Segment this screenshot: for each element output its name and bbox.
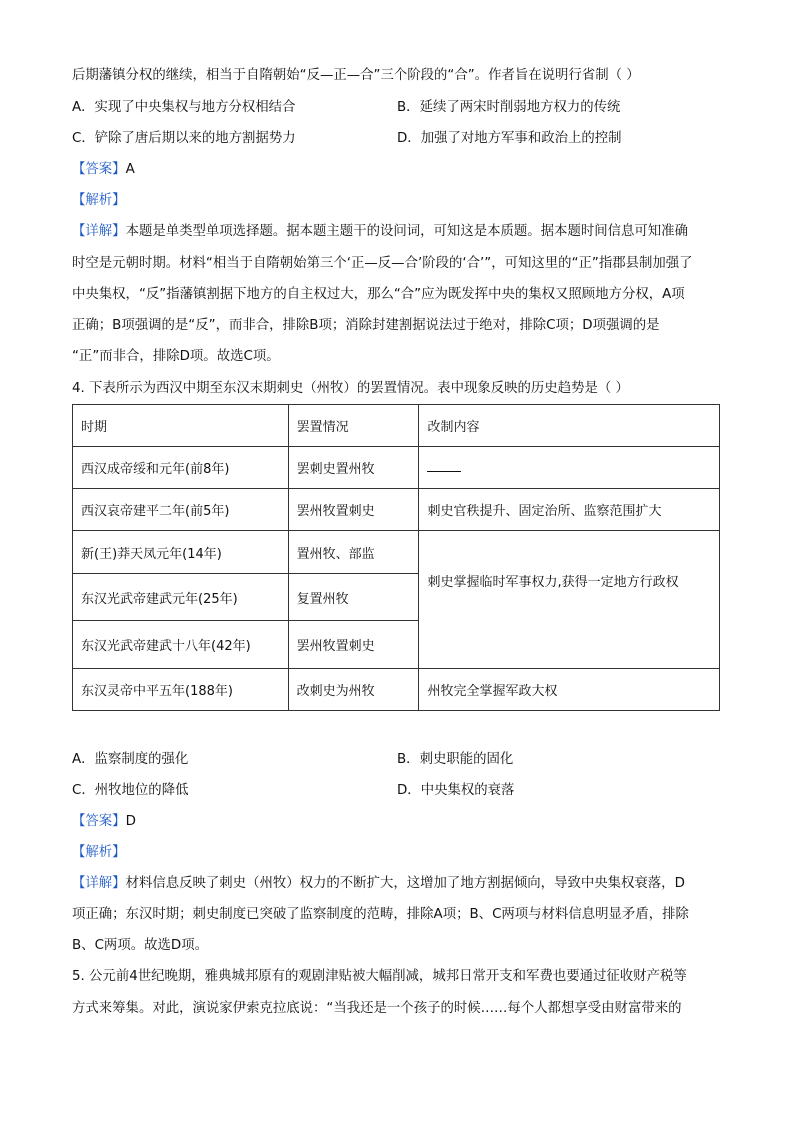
table-cell-status: 罢州牧置刺史 bbox=[288, 489, 419, 531]
table-cell-content: 州牧完全掌握军政大权 bbox=[419, 669, 720, 711]
table-cell-period: 新(王)莽天凤元年(14年) bbox=[73, 531, 289, 574]
q3-option-a: A．实现了中央集权与地方分权相结合 bbox=[72, 100, 296, 115]
table-cell-period: 东汉灵帝中平五年(188年) bbox=[73, 669, 289, 711]
q3-option-c: C．铲除了唐后期以来的地方割据势力 bbox=[72, 131, 296, 146]
q4-table bbox=[72, 404, 720, 711]
table-cell-period: 东汉光武帝建武十八年(42年) bbox=[73, 621, 289, 669]
table-header-cell: 罢置情况 bbox=[288, 405, 419, 447]
q4-detail-line-3: B、C两项。故选D项。 bbox=[72, 938, 208, 953]
q3-detail-line-2: 时空是元朝时期。材料“相当于自隋朝始第三个‘正—反—合’阶段的‘合’”，可知这里的“正”指郡县制加强了 bbox=[72, 256, 693, 271]
q4-analysis-tag bbox=[72, 843, 722, 863]
answer-value: A bbox=[125, 162, 135, 177]
q4-stem: 4. 下表所示为西汉中期至东汉末期刺史（州牧）的罢置情况。表中现象反映的历史趋势是（ ） bbox=[72, 381, 629, 396]
table-cell-content-merged: 刺史掌握临时军事权力,获得一定地方行政权 bbox=[419, 531, 720, 669]
q4-detail-line-2: 项正确；东汉时期；刺史制度已突破了监察制度的范畴，排除A项；B、C两项与材料信息明显矛盾，排除 bbox=[72, 907, 689, 922]
q3-detail-line-5: “正”而非合，排除D项。故选C项。 bbox=[72, 349, 280, 364]
table-cell-status: 罢刺史置州牧 bbox=[288, 447, 419, 489]
table-cell-period: 东汉光武帝建武元年(25年) bbox=[73, 574, 289, 621]
table-row bbox=[73, 489, 720, 531]
q4-detail-line-1 bbox=[72, 874, 722, 894]
q5-stem-line-1: 5. 公元前4世纪晚期，雅典城邦原有的观剧津贴被大幅削减，城邦日常开支和军费也要通过征收财产税等 bbox=[72, 969, 687, 984]
q3-stem-tail: 后期藩镇分权的继续，相当于自隋朝始“反—正—合”三个阶段的“合”。作者旨在说明行省制（ ） bbox=[72, 68, 640, 83]
table-header-row bbox=[73, 405, 720, 447]
detail-tag: 【详解】 bbox=[72, 224, 126, 239]
answer-tag: 【答案】 bbox=[72, 814, 126, 829]
q4-option-b: B．刺史职能的固化 bbox=[397, 752, 514, 767]
q3-detail-line-4: 正确；B项强调的是“反”，而非合，排除B项；消除封建割据说法过于绝对，排除C项；D项强调的是 bbox=[72, 318, 660, 333]
table-cell-period: 西汉哀帝建平二年(前5年) bbox=[73, 489, 289, 531]
detail-text: 材料信息反映了刺史（州牧）权力的不断扩大，这增加了地方割据倾向，导致中央集权衰落，D bbox=[125, 876, 685, 891]
detail-text: 本题是单类型单项选择题。据本题主题干的设问词，可知这是本质题。据本题时间信息可知准确 bbox=[125, 224, 688, 239]
table-row bbox=[73, 669, 720, 711]
table-header-cell: 改制内容 bbox=[419, 405, 720, 447]
q3-answer bbox=[72, 160, 722, 180]
q4-answer bbox=[72, 812, 722, 832]
q4-option-a: A．监察制度的强化 bbox=[72, 752, 189, 767]
table-cell-status: 复置州牧 bbox=[288, 574, 419, 621]
answer-tag: 【答案】 bbox=[72, 162, 126, 177]
q3-analysis-tag bbox=[72, 191, 722, 211]
q3-option-b: B．延续了两宋时削弱地方权力的传统 bbox=[397, 100, 621, 115]
q3-detail-line-1 bbox=[72, 222, 722, 242]
table-cell-status: 改刺史为州牧 bbox=[288, 669, 419, 711]
analysis-tag: 【解析】 bbox=[72, 845, 126, 860]
table-cell-content-blank bbox=[419, 447, 720, 489]
table-row bbox=[73, 447, 720, 489]
detail-tag: 【详解】 bbox=[72, 876, 126, 891]
table-row bbox=[73, 531, 720, 574]
q3-option-d: D．加强了对地方军事和政治上的控制 bbox=[397, 131, 622, 146]
table-cell-status: 置州牧、部监 bbox=[288, 531, 419, 574]
blank-line bbox=[427, 460, 461, 472]
q4-option-d: D．中央集权的衰落 bbox=[397, 783, 515, 798]
q5-stem-line-2: 方式来筹集。对此，演说家伊索克拉底说：“当我还是一个孩子的时候……每个人都想享受由财富带来的 bbox=[72, 1001, 682, 1016]
table-header-cell: 时期 bbox=[73, 405, 289, 447]
q3-detail-line-3: 中央集权，“反”指藩镇割据下地方的自主权过大，那么“合”应为既发挥中央的集权又照顾地方分权，A项 bbox=[72, 287, 685, 302]
table-cell-content: 刺史官秩提升、固定治所、监察范围扩大 bbox=[419, 489, 720, 531]
answer-value: D bbox=[125, 814, 136, 829]
q4-option-c: C．州牧地位的降低 bbox=[72, 783, 189, 798]
table-cell-period: 西汉成帝绥和元年(前8年) bbox=[73, 447, 289, 489]
analysis-tag: 【解析】 bbox=[72, 193, 126, 208]
table-cell-status: 罢州牧置刺史 bbox=[288, 621, 419, 669]
